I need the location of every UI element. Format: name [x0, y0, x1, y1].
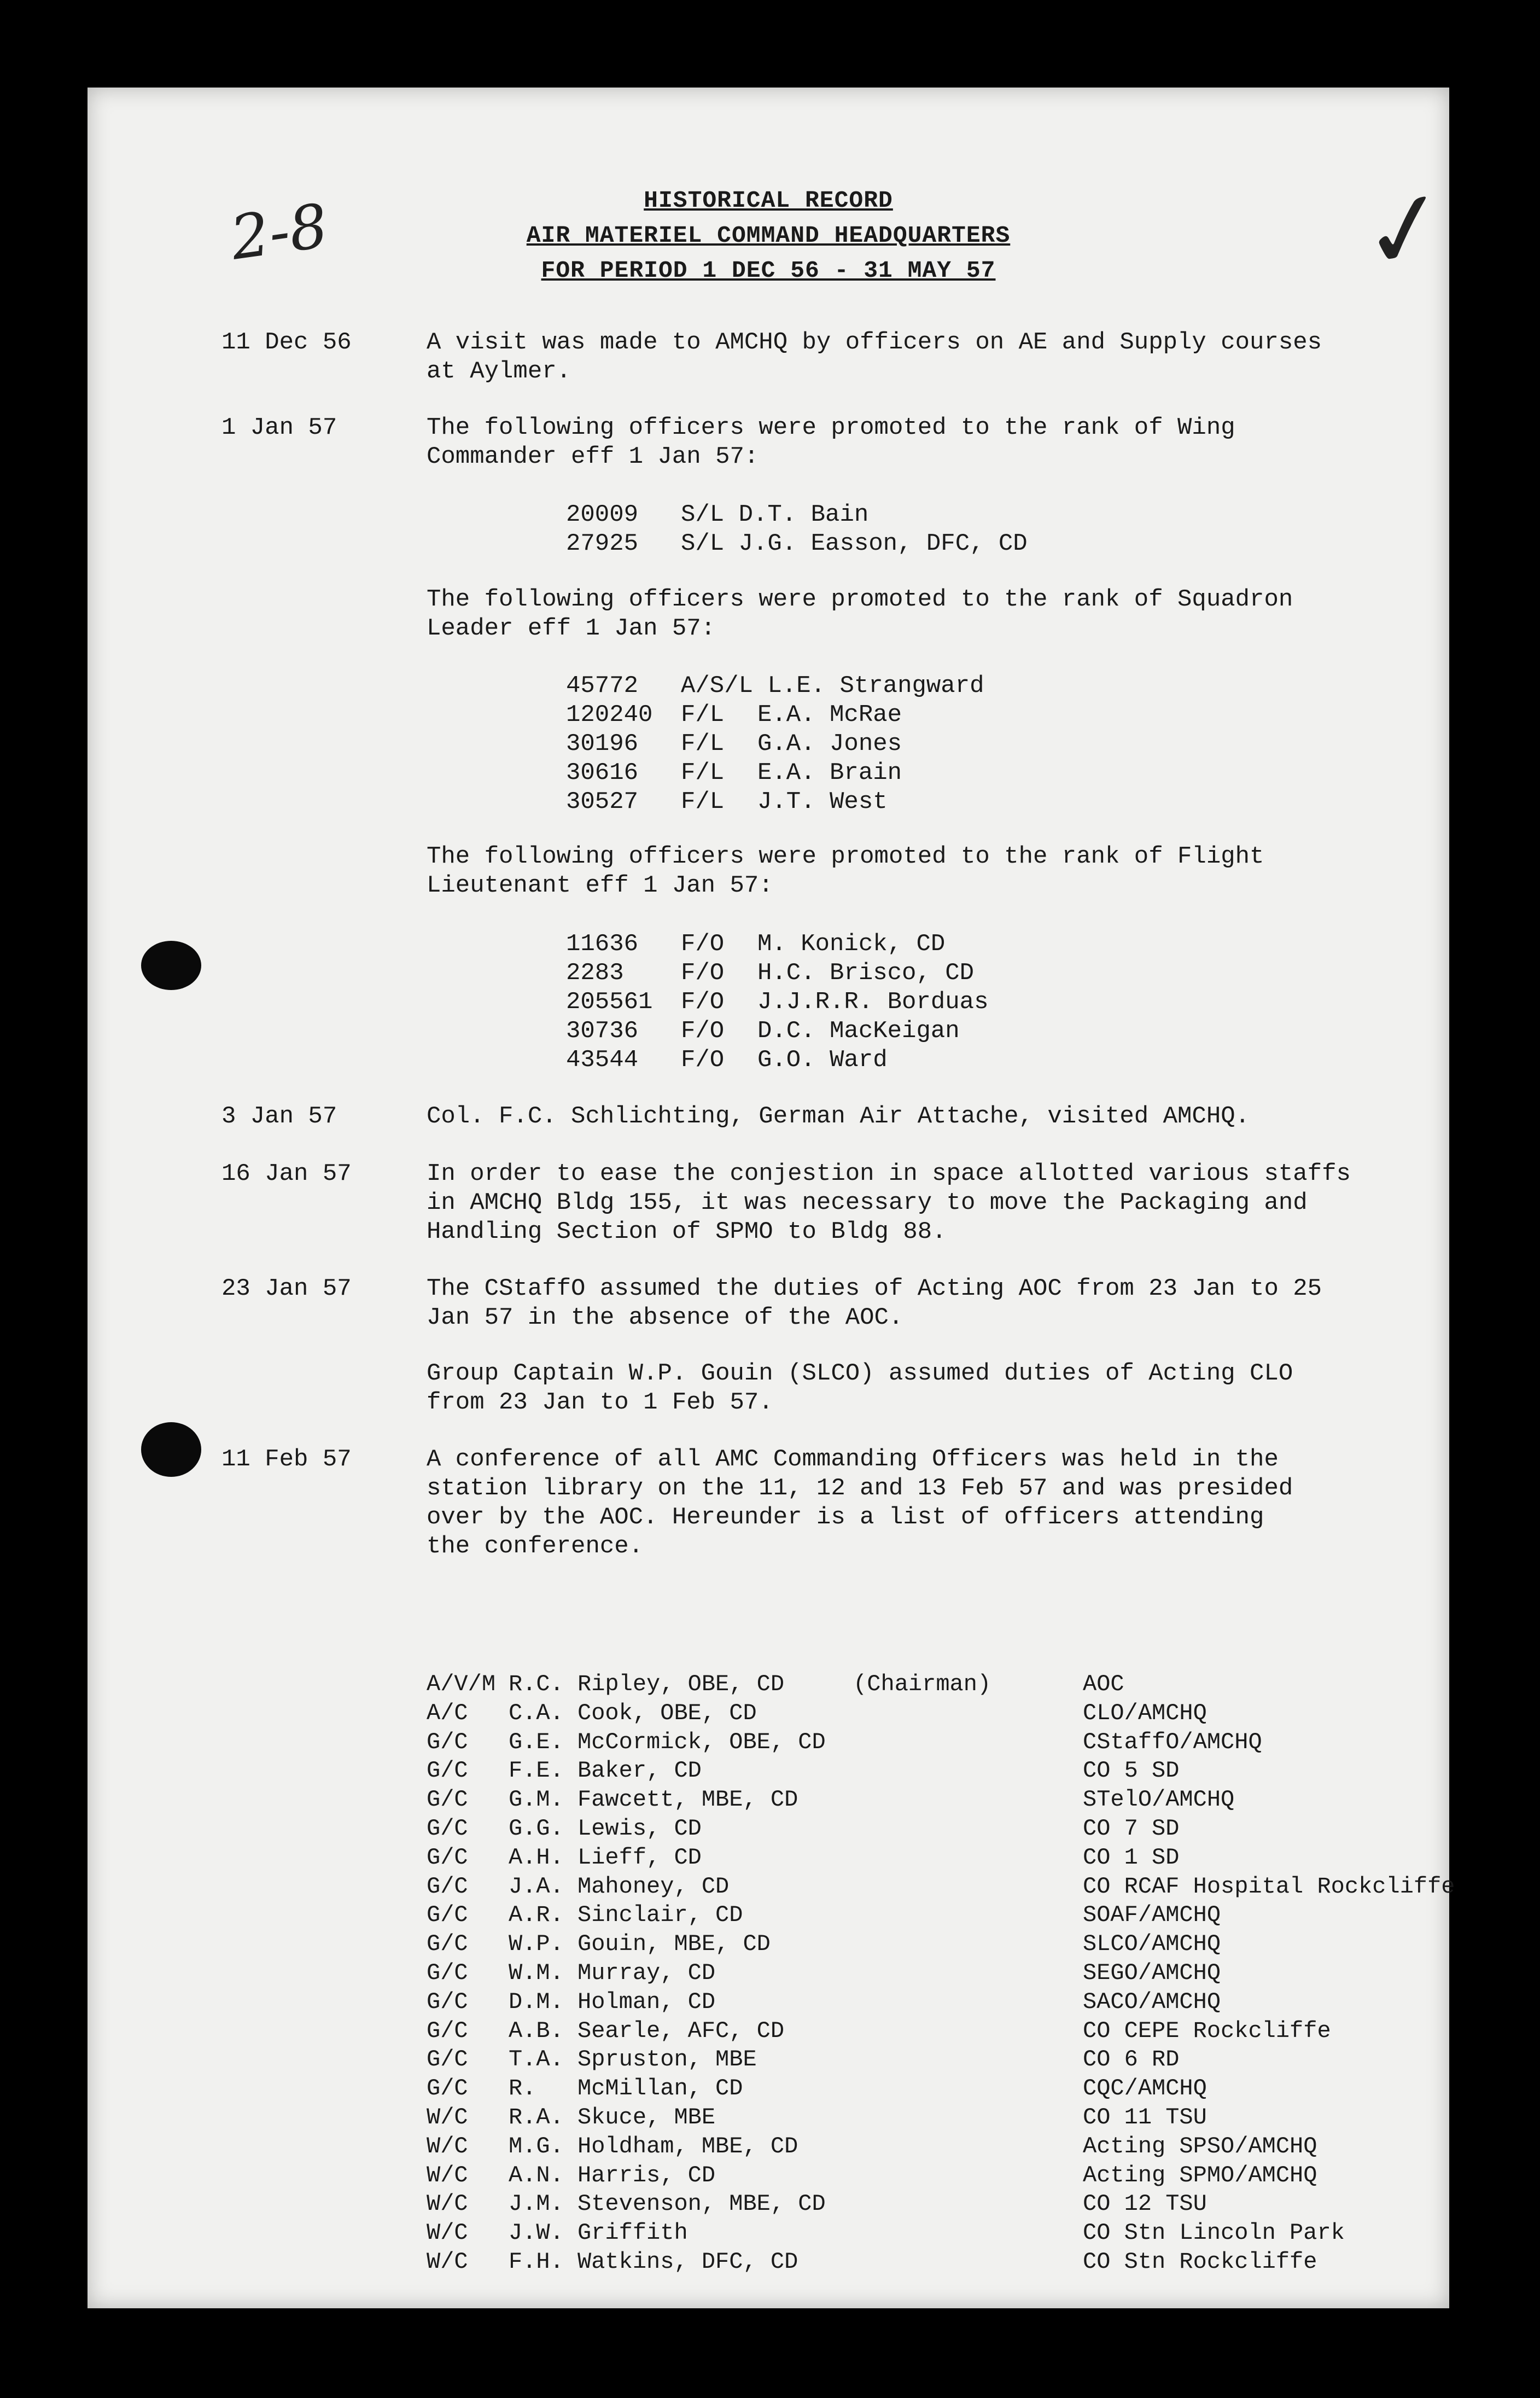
attendee-name: A.B. Searle, AFC, CD [509, 2017, 785, 2044]
attendee-name: J.A. Mahoney, CD [509, 1873, 730, 1900]
list-item: 30736 F/O D.C. MacKeigan [566, 1017, 960, 1045]
entry-date: 1 Jan 57 [221, 414, 337, 441]
entry-text: A visit was made to AMCHQ by officers on AE and Supply courses at Aylmer. [427, 329, 1322, 385]
attendee-rank: G/C [427, 1988, 468, 2015]
attendee-appointment: CStaffO/AMCHQ [1083, 1728, 1262, 1755]
attendee-name: R. McMillan, CD [509, 2075, 743, 2102]
entry-text: The CStaffO assumed the duties of Acting AOC from 23 Jan to 25 Jan 57 in the absence of the AOC. [427, 1275, 1322, 1331]
checkmark-icon: ✓ [1352, 162, 1459, 298]
attendee-appointment: CO Stn Lincoln Park [1083, 2220, 1345, 2246]
attendee-appointment: CO RCAF Hospital Rockcliffe [1083, 1873, 1455, 1900]
attendee-appointment: CO CEPE Rockcliffe [1083, 2017, 1331, 2044]
attendee-rank: G/C [427, 1728, 468, 1755]
attendee-rank: G/C [427, 1873, 468, 1900]
list-item: 30527 F/L J.T. West [566, 788, 888, 816]
entry-date: 16 Jan 57 [221, 1160, 352, 1188]
attendee-name: G.G. Lewis, CD [509, 1815, 702, 1842]
attendee-name: R.A. Skuce, MBE [509, 2104, 716, 2131]
attendee-name: G.E. McCormick, OBE, CD [509, 1728, 826, 1755]
attendee-name: W.P. Gouin, MBE, CD [509, 1931, 771, 1958]
entry-text: Group Captain W.P. Gouin (SLCO) assumed duties of Acting CLO from 23 Jan to 1 Feb 57. [427, 1360, 1293, 1416]
attendee-name: C.A. Cook, OBE, CD [509, 1699, 757, 1726]
list-item: 27925 S/L J.G. Easson, DFC, CD [566, 530, 1028, 557]
attendee-name: M.G. Holdham, MBE, CD [509, 2133, 798, 2160]
attendee-appointment: AOC [1083, 1671, 1124, 1697]
attendee-appointment: CO 5 SD [1083, 1757, 1180, 1784]
attendee-appointment: CO 12 TSU [1083, 2191, 1207, 2217]
attendee-appointment: SLCO/AMCHQ [1083, 1931, 1221, 1958]
attendee-appointment: SEGO/AMCHQ [1083, 1959, 1221, 1986]
entry-date: 23 Jan 57 [221, 1275, 352, 1302]
attendee-rank: A/C [427, 1699, 468, 1726]
attendee-name: A.R. Sinclair, CD [509, 1902, 743, 1929]
attendee-name: D.M. Holman, CD [509, 1988, 716, 2015]
promotion-list-wing-commander [566, 500, 1028, 558]
list-item: 45772 A/S/L L.E. Strangward [566, 672, 984, 700]
entry-text: A conference of all AMC Commanding Officers was held in the station library on the 11, 12 and 13 Feb 57 and was presided over by the AOC. Hereunder is a list of officers attending the conference. [427, 1446, 1293, 1560]
attendee-rank: G/C [427, 2046, 468, 2073]
list-item: 20009 S/L D.T. Bain [566, 501, 869, 528]
title-line-3: FOR PERIOD 1 DEC 56 - 31 MAY 57 [541, 257, 996, 284]
list-item: 2283 F/O H.C. Brisco, CD [566, 959, 975, 987]
attendee-rank: W/C [427, 2162, 468, 2189]
attendee-rank: G/C [427, 1786, 468, 1813]
attendee-name: J.M. Stevenson, MBE, CD [509, 2191, 826, 2217]
list-item: 205561 F/O J.J.R.R. Borduas [566, 988, 989, 1016]
attendee-appointment: Acting SPSO/AMCHQ [1083, 2133, 1317, 2160]
attendee-rank: A/V/M [427, 1671, 496, 1697]
attendee-rank: G/C [427, 2075, 468, 2102]
punch-hole-icon [141, 1422, 201, 1477]
attendee-appointment: CO 6 RD [1083, 2046, 1180, 2073]
attendee-name: F.H. Watkins, DFC, CD [509, 2248, 798, 2275]
entry-date: 11 Feb 57 [221, 1446, 352, 1473]
list-item: 11636 F/O M. Konick, CD [566, 930, 946, 958]
attendee-name: T.A. Spruston, MBE [509, 2046, 757, 2073]
attendee-rank: W/C [427, 2133, 468, 2160]
document-page [88, 88, 1459, 2308]
attendee-rank: W/C [427, 2191, 468, 2217]
attendee-rank: W/C [427, 2220, 468, 2246]
attendee-rank: G/C [427, 1844, 468, 1871]
attendee-rank: W/C [427, 2248, 468, 2275]
promotion-list-squadron-leader [566, 672, 984, 817]
attendee-rank: G/C [427, 1815, 468, 1842]
attendee-appointment: CO 7 SD [1083, 1815, 1180, 1842]
attendee-name: A.N. Harris, CD [509, 2162, 716, 2189]
entry-text: The following officers were promoted to the rank of Squadron Leader eff 1 Jan 57: [427, 586, 1293, 642]
attendee-rank: W/C [427, 2104, 468, 2131]
attendee-name: F.E. Baker, CD [509, 1757, 702, 1784]
title-line-2: AIR MATERIEL COMMAND HEADQUARTERS [526, 222, 1011, 249]
list-item: 43544 F/O G.O. Ward [566, 1046, 888, 1074]
attendee-appointment: Acting SPMO/AMCHQ [1083, 2162, 1317, 2189]
list-item: 30196 F/L G.A. Jones [566, 730, 902, 758]
attendee-appointment: CO 11 TSU [1083, 2104, 1207, 2131]
attendee-appointment: SACO/AMCHQ [1083, 1988, 1221, 2015]
entry-date: 11 Dec 56 [221, 329, 352, 356]
promotion-list-flight-lieutenant [566, 930, 988, 1075]
attendee-rank: G/C [427, 1902, 468, 1929]
attendee-appointment: CO 1 SD [1083, 1844, 1180, 1871]
attendee-rank: G/C [427, 2017, 468, 2044]
title-line-1: HISTORICAL RECORD [644, 187, 893, 214]
entry-date: 3 Jan 57 [221, 1103, 337, 1130]
attendee-rank: G/C [427, 1757, 468, 1784]
attendee-name: J.W. Griffith [509, 2220, 688, 2246]
punch-hole-icon [141, 941, 201, 990]
attendee-appointment: STelO/AMCHQ [1083, 1786, 1235, 1813]
handwritten-page-mark: 2-8 [226, 190, 332, 273]
entry-text: Col. F.C. Schlichting, German Air Attache, visited AMCHQ. [427, 1103, 1250, 1130]
attendee-rank: G/C [427, 1959, 468, 1986]
attendee-rank: G/C [427, 1931, 468, 1958]
attendee-name: W.M. Murray, CD [509, 1959, 716, 1986]
list-item: 120240 F/L E.A. McRae [566, 701, 902, 729]
entry-text: In order to ease the conjestion in space allotted various staffs in AMCHQ Bldg 155, it was necessary to move the Packaging and Handling Section of SPMO to Bldg 88. [427, 1160, 1351, 1245]
list-item: 30616 F/L E.A. Brain [566, 759, 902, 787]
attendee-name: G.M. Fawcett, MBE, CD [509, 1786, 798, 1813]
attendee-name: A.H. Lieff, CD [509, 1844, 702, 1871]
attendee-appointment: SOAF/AMCHQ [1083, 1902, 1221, 1929]
attendee-appointment: CO Stn Rockcliffe [1083, 2248, 1317, 2275]
attendee-name: R.C. Ripley, OBE, CD (Chairman) [509, 1671, 991, 1697]
entry-text: The following officers were promoted to the rank of Wing Commander eff 1 Jan 57: [427, 414, 1235, 470]
attendee-appointment: CLO/AMCHQ [1083, 1699, 1207, 1726]
entry-text: The following officers were promoted to the rank of Flight Lieutenant eff 1 Jan 57: [427, 843, 1264, 899]
attendee-appointment: CQC/AMCHQ [1083, 2075, 1207, 2102]
